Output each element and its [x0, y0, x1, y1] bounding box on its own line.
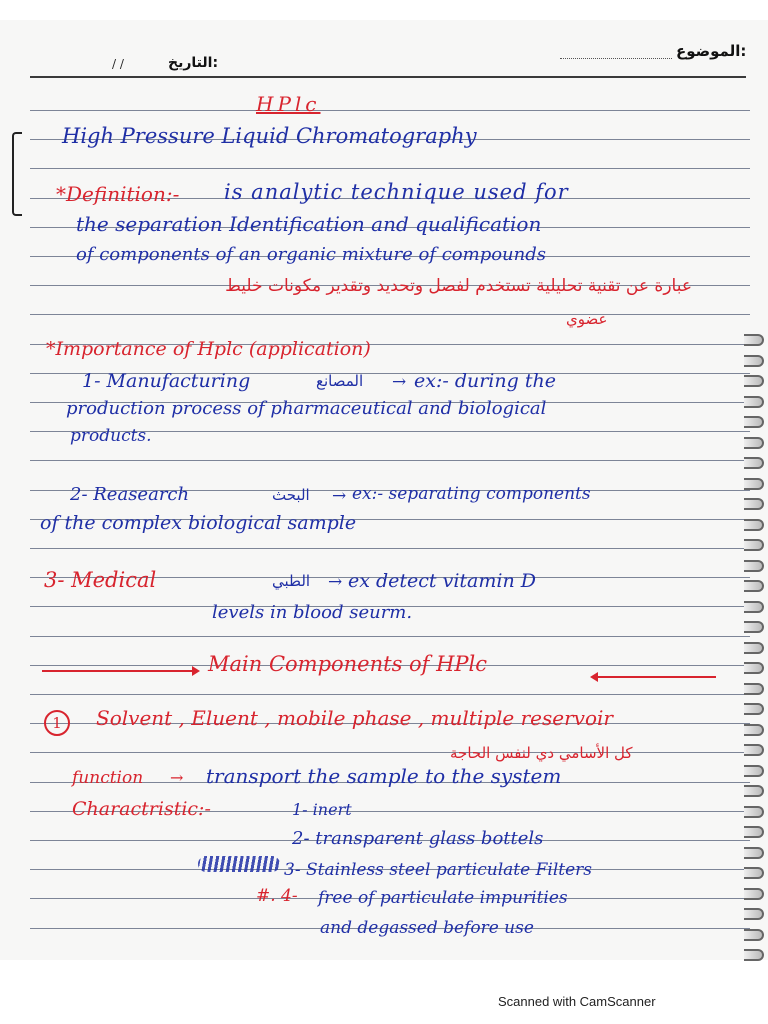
date-label: التاريخ: [168, 55, 219, 71]
spiral-ring [744, 416, 764, 428]
main-components-heading: Main Components of HPlc [208, 652, 488, 676]
subject-label: الموضوع: [676, 42, 747, 60]
application-1-arrow: → [392, 372, 407, 392]
spiral-ring [744, 806, 764, 818]
spiral-ring [744, 908, 764, 920]
spiral-ring [744, 785, 764, 797]
date-slashes: / / [112, 57, 124, 71]
spiral-ring [744, 355, 764, 367]
spiral-ring [744, 601, 764, 613]
characteristic-4-line-2: and degassed before use [320, 918, 534, 938]
note-title: HPlc [256, 92, 321, 116]
application-3-line-2: levels in blood seurm. [212, 602, 413, 623]
function-text: transport the sample to the system [206, 764, 562, 788]
spiral-ring [744, 683, 764, 695]
application-2-line-2: of the complex biological sample [40, 512, 357, 534]
spiral-ring [744, 539, 764, 551]
function-label: function [72, 768, 144, 788]
spiral-ring [744, 519, 764, 531]
application-2-example: ex:- separating components [352, 484, 591, 504]
application-2-arrow: → [332, 486, 347, 506]
spiral-ring [744, 826, 764, 838]
definition-line-2: the separation Identification and qualification [76, 212, 542, 236]
definition-arabic-line-2: عضوي [566, 310, 608, 328]
spiral-ring [744, 437, 764, 449]
scribbled-out-text [198, 856, 280, 872]
application-1-line-2: production process of pharmaceutical and biological [66, 398, 547, 419]
spiral-ring [744, 765, 764, 777]
application-3-example: ex detect vitamin D [348, 570, 536, 592]
spiral-ring [744, 334, 764, 346]
spiral-ring [744, 867, 764, 879]
spiral-ring [744, 621, 764, 633]
spiral-ring [744, 724, 764, 736]
spiral-ring [744, 744, 764, 756]
definition-line-1: is analytic technique used for [224, 180, 569, 204]
ruled-line [30, 168, 750, 169]
characteristic-1: 1- inert [292, 800, 352, 819]
spiral-ring [744, 478, 764, 490]
subject-line [560, 58, 672, 59]
application-3-arabic: الطبي [272, 572, 311, 590]
spiral-ring [744, 642, 764, 654]
spiral-ring [744, 929, 764, 941]
spiral-ring [744, 457, 764, 469]
application-3-label: 3- Medical [44, 568, 157, 592]
margin-bracket [12, 132, 22, 216]
component-1-title: Solvent , Eluent , mobile phase , multiple reservoir [96, 706, 613, 730]
importance-heading: *Importance of Hplc (application) [46, 338, 371, 360]
ruled-line [30, 314, 750, 315]
ruled-line [30, 694, 750, 695]
spiral-ring [744, 375, 764, 387]
heading-arrow-left [42, 670, 198, 672]
heading-arrow-right [592, 676, 716, 678]
ruled-line [30, 548, 750, 549]
application-1-line-3: products. [70, 426, 152, 446]
application-3-arrow: → [328, 572, 343, 592]
ruled-line [30, 110, 750, 111]
ruled-line [30, 636, 750, 637]
component-1-number: 1 [44, 710, 70, 736]
definition-arabic-line-1: عبارة عن تقنية تحليلية تستخدم لفصل وتحديد وتقدير مكونات خليط [225, 276, 692, 296]
application-1-example: ex:- during the [414, 370, 556, 392]
spiral-ring [744, 580, 764, 592]
characteristic-2: 2- transparent glass bottels [292, 828, 544, 849]
application-2-arabic: البحث [272, 486, 310, 504]
scanner-watermark: Scanned with CamScanner [498, 994, 656, 1009]
spiral-ring [744, 888, 764, 900]
header-rule [30, 76, 746, 78]
application-1-label: 1- Manufacturing [82, 370, 251, 392]
spiral-ring [744, 498, 764, 510]
ruled-line [30, 752, 750, 753]
characteristic-3: 3- Stainless steel particulate Filters [284, 860, 592, 880]
function-arrow: → [170, 768, 184, 787]
spiral-ring [744, 662, 764, 674]
spiral-ring [744, 703, 764, 715]
application-1-arabic: المصانع [316, 372, 364, 390]
spiral-ring [744, 847, 764, 859]
definition-label: *Definition:- [56, 182, 180, 206]
characteristic-4-prefix: #. 4- [256, 886, 298, 906]
spiral-ring [744, 560, 764, 572]
spiral-ring [744, 396, 764, 408]
ruled-line [30, 460, 750, 461]
full-name: High Pressure Liquid Chromatography [62, 124, 477, 148]
component-1-arabic: كل الأسامي دي لنفس الحاجة [450, 744, 633, 762]
definition-line-3: of components of an organic mixture of compounds [76, 244, 547, 265]
spiral-ring [744, 949, 764, 961]
application-2-label: 2- Reasearch [70, 484, 190, 505]
characteristic-4: free of particulate impurities [318, 888, 568, 908]
characteristic-label: Charactristic:- [72, 798, 211, 820]
